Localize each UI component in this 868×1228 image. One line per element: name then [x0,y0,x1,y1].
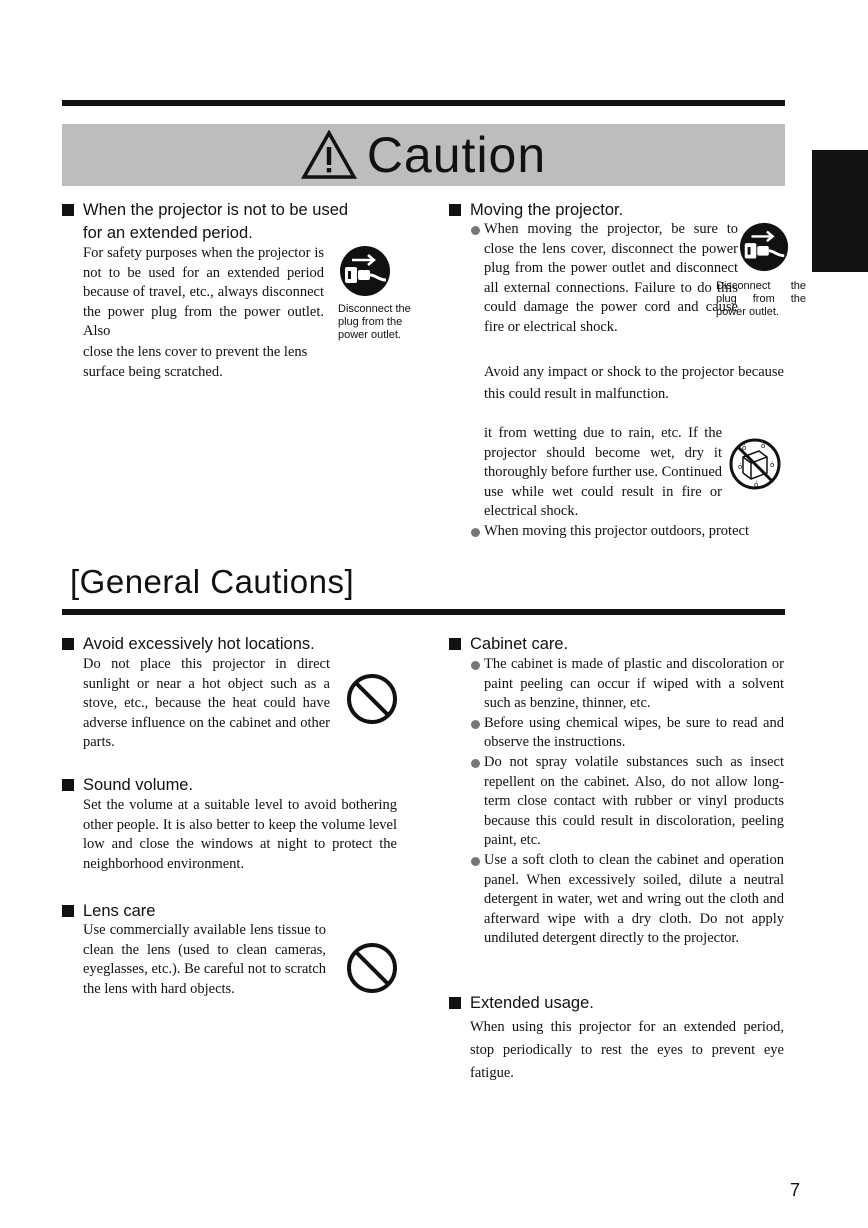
side-tab [812,150,868,272]
square-bullet-icon [62,638,74,650]
cabinet-bullet: Use a soft cloth to clean the cabinet and operation panel. When excessively soiled, dilute a neutral detergent in water, wet and wring out the cloth and afterward wipe with a dry cloth. Do not apply undiluted detergent directly to the projector. [471,851,784,949]
cabinet-bullet: Before using chemical wipes, be sure to read and observe the instructions. [471,714,784,753]
hot-body: Do not place this projector in direct sunlight or near a hot object such as a stove, etc., because the heat could have adverse influence on the cabinet and other parts. [83,656,330,751]
square-bullet-icon [449,638,461,650]
section-heading-hot: Avoid excessively hot locations. [62,633,402,656]
square-bullet-icon [449,204,461,216]
extended-period-body-end: close the lens cover to prevent the lens surface being scratched. [83,344,308,380]
square-bullet-icon [62,905,74,917]
svg-text:ó: ó [754,481,759,489]
extended-period-body: For safety purposes when the projector is not to be used for an extended period because of travel, etc., always disconnect the power plug from the power outlet. Also [83,245,324,340]
section-heading-extended: Extended usage. [449,992,789,1015]
section-heading-cabinet: Cabinet care. [449,633,789,656]
general-cautions-title: [General Cautions] [70,563,355,600]
section-heading-sound: Sound volume. [62,774,402,797]
cabinet-bullet: Do not spray volatile substances such as insect repellent on the cabinet. Also, do not allow long-term close contact with rubber or vinyl products because this could result in discoloration, peeling paint, etc. [471,753,784,851]
svg-text:ó: ó [742,444,747,452]
cabinet-bullets [471,655,784,949]
section-heading: When the projector is not to be used for an extended period. [62,199,402,245]
moving-bullet-2: When moving this projector outdoors, protect [471,522,797,542]
square-bullet-icon [62,204,74,216]
section-extended-period [62,199,402,245]
lens-body: Use commercially available lens tissue to clean the lens (used to clean cameras, eyeglasses, etc.). Be careful not to scratch the lens with hard objects. [83,922,326,997]
svg-text:ó: ó [738,463,743,471]
top-rule [62,100,785,106]
moving-bullet-2-cont: it from wetting due to rain, etc. If the projector should become wet, dry it thoroughly before further use. Continued use while wet could result in fire or electrical shock. [484,425,722,520]
unplug-icon [738,221,790,273]
square-bullet-icon [449,997,461,1009]
page-number: 7 [790,1180,801,1200]
cabinet-bullet: The cabinet is made of plastic and discoloration or paint peeling can occur if wiped with a solvent such as benzine, thinner, etc. [471,655,784,714]
svg-text:ó: ó [770,461,775,469]
moving-bullet-1: When moving the projector, be sure to close the lens cover, disconnect the power plug from the power outlet and disconnect all external connections. Failure to do this could damage the power cord and cause fire or electrical shock. [471,220,738,338]
unplug-caption: Disconnect the plug from the power outlet. [716,280,806,318]
svg-text:ó: ó [761,442,766,450]
warning-triangle-icon [301,130,357,180]
prohibited-icon [346,673,398,725]
section-heading-moving: Moving the projector. [449,199,789,222]
sound-body: Set the volume at a suitable level to avoid bothering other people. It is also better to keep the volume level low and close the windows at night to protect the neighborhood environment. [83,797,397,872]
prohibited-icon [346,942,398,994]
unplug-icon [338,244,392,298]
moving-paragraph: Avoid any impact or shock to the projector because this could result in malfunction. [484,364,784,402]
caution-banner [62,124,785,186]
unplug-caption: Disconnect the plug from the power outlet. [338,303,411,341]
extended-body: When using this projector for an extended period, stop periodically to rest the eyes to prevent eye fatigue. [470,1019,784,1081]
no-water-icon [728,437,782,491]
heading-continued: for an extended period. [83,224,253,242]
section-heading-lens: Lens care [62,900,402,923]
general-cautions-rule [62,609,785,615]
square-bullet-icon [62,779,74,791]
caution-title: Caution [366,127,547,183]
